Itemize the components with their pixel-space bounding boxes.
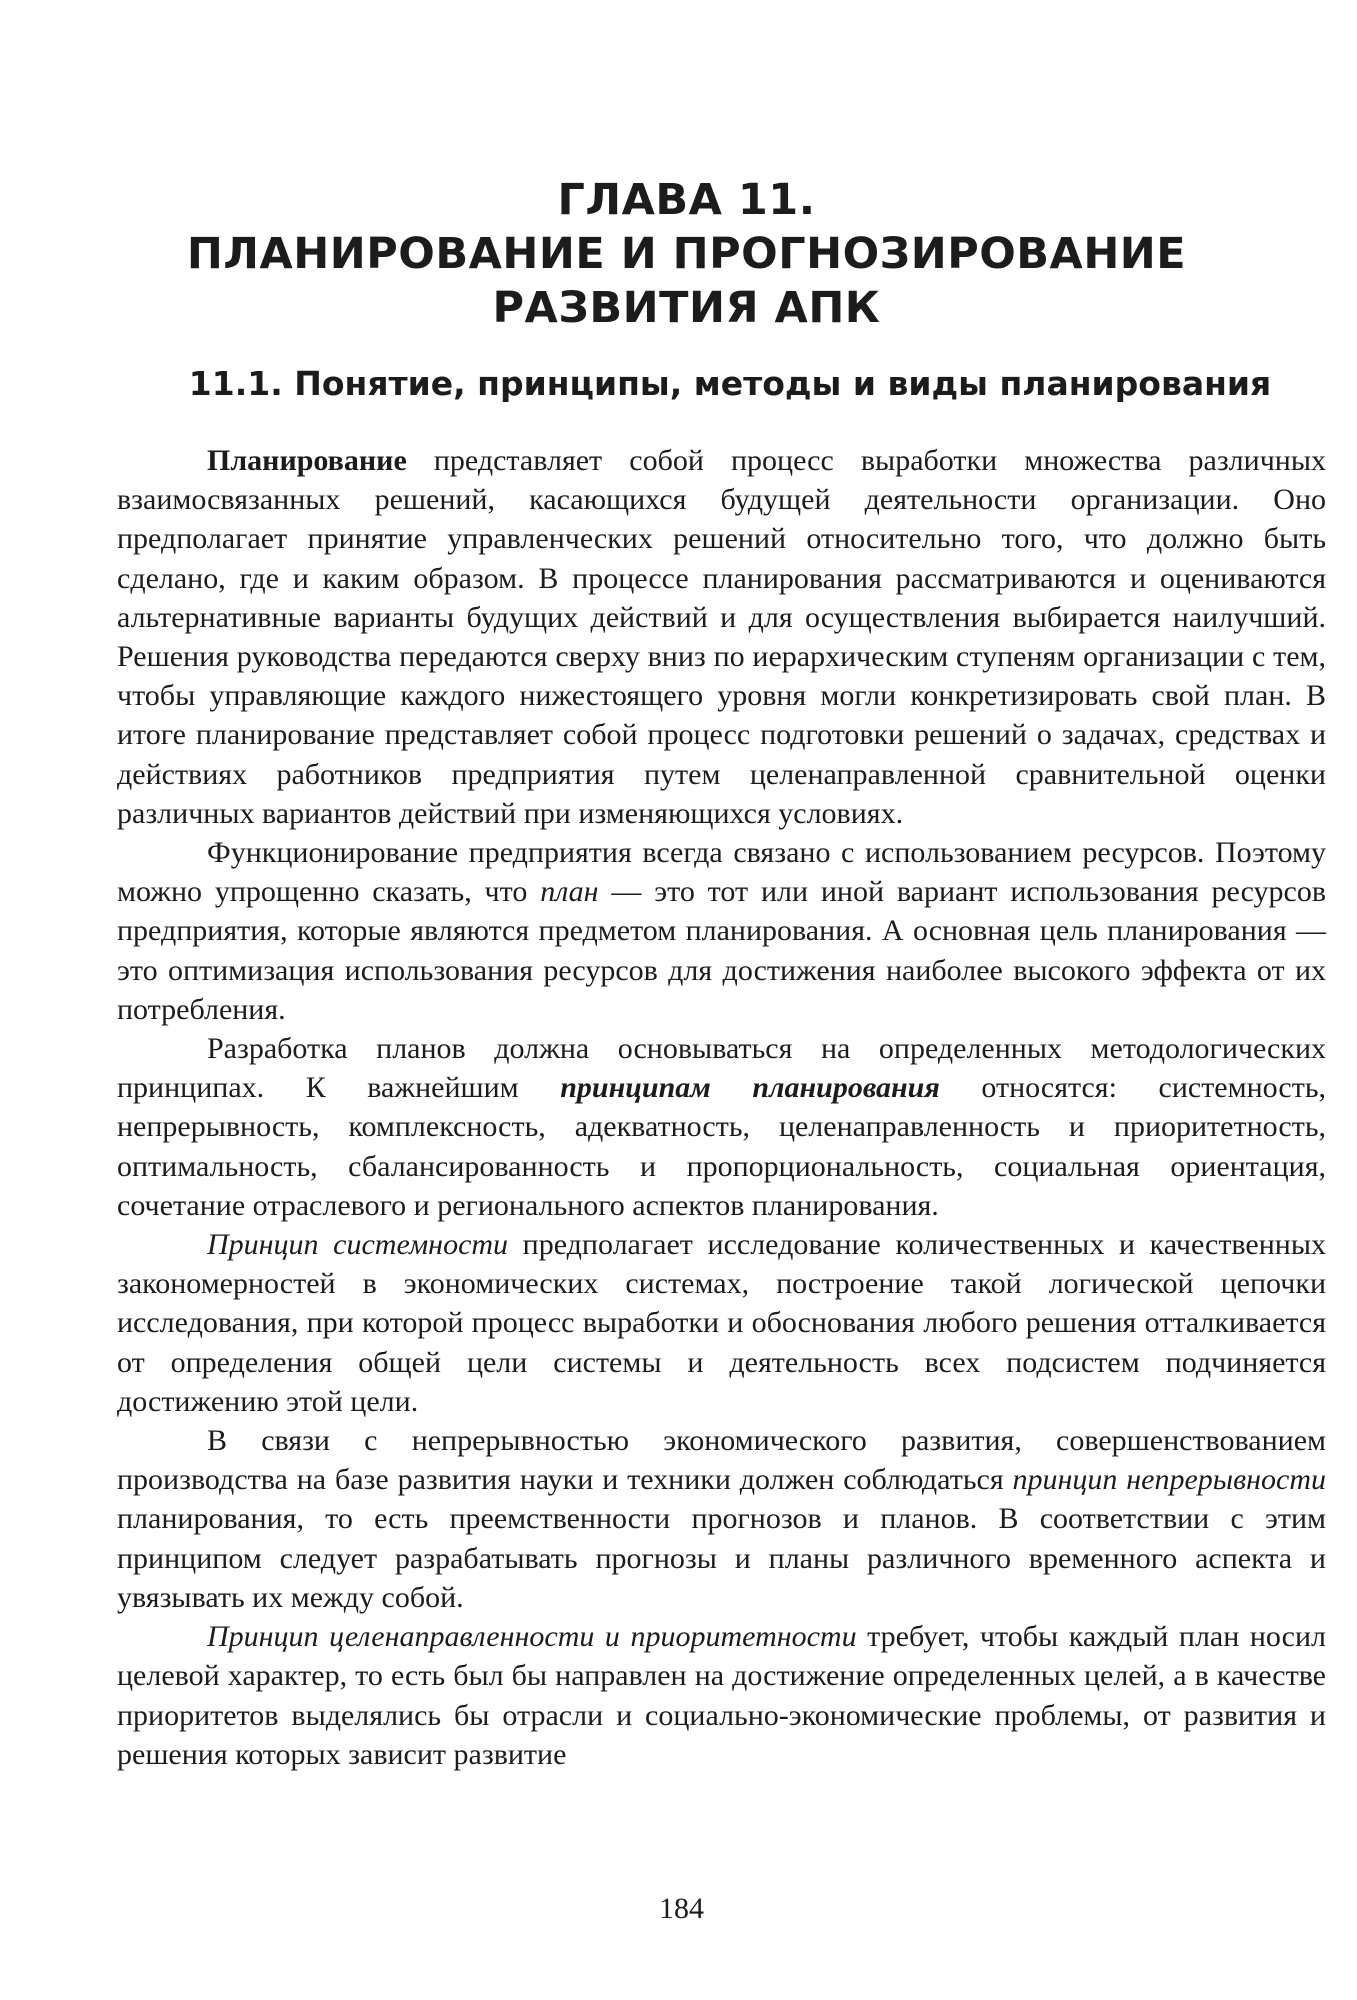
section-heading: 11.1. Понятие, принципы, методы и виды планирования (188, 364, 1272, 403)
chapter-title-line-2: РАЗВИТИЯ АПК (492, 283, 881, 333)
paragraph-planning-principles (117, 1029, 1326, 1225)
paragraph-continuity-principle (117, 1421, 1326, 1617)
term-plan: план (540, 875, 599, 909)
page-number: 184 (659, 1892, 704, 1925)
term-continuity-principle: принцип непрерывности (1012, 1463, 1326, 1497)
paragraph-text: представляет собой процесс выработки множества различных взаимосвязанных решений, касающихся будущей деятельности организации. Оно предполагает принятие управленческих решений относительно того, что должно быть сделано, где и каким образом. В процессе планирования рассматриваются и оцениваются альтернативные варианты будущих действий и для осуществления выбирается наилучший. Решения руководства передаются сверху вниз по иерархическим ступеням организации с тем, чтобы управляющие каждого нижестоящего уровня могли конкретизировать свой план. В итоге планирование представляет собой процесс подготовки решений о задачах, средствах и действиях работников предприятия путем целенаправленной сравнительной оценки различных вариантов действий при изменяющихся условиях. (117, 444, 1326, 830)
term-purposefulness-principle: Принцип целенаправленности и приоритетности (207, 1620, 857, 1654)
paragraph-text: Разработка планов должна основываться на определенных методологических принципах. К важнейшим (117, 1032, 1326, 1105)
body-text (117, 441, 1326, 1774)
term-system-principle: Принцип системности (207, 1228, 509, 1262)
paragraph-system-principle (117, 1225, 1326, 1421)
paragraph-text: предполагает исследование количественных и качественных закономерностей в экономических системах, построение такой логической цепочки исследования, при которой процесс выработки и обоснования любого решения отталкивается от определения общей цели системы и деятельность всех подсистем подчиняется достижению этой цели. (117, 1228, 1327, 1418)
paragraph-text: планирования, то есть преемственности прогнозов и планов. В соответствии с этим принципом следует разрабатывать прогнозы и планы различного временного аспекта и увязывать их между собой. (117, 1502, 1326, 1614)
paragraph-text: Функционирование предприятия всегда связано с использованием ресурсов. Поэтому можно упрощенно сказать, что (117, 836, 1326, 909)
term-planning: Планирование (207, 444, 407, 477)
paragraph-text: относятся: системность, непрерывность, комплексность, адекватность, целенаправленность и приоритетность, оптимальность, сбалансированность и пропорциональность, социальная ориентация, сочетание отраслевого и регионального аспектов планирования. (117, 1071, 1327, 1222)
paragraph-planning-definition (117, 441, 1326, 833)
paragraph-plan-definition (117, 833, 1326, 1029)
paragraph-purposefulness-principle (117, 1617, 1326, 1774)
paragraph-text: — это тот или иной вариант использования ресурсов предприятия, которые являются предметом планирования. А основная цель планирования — это оптимизация использования ресурсов для достижения наиболее высокого эффекта от их потребления. (117, 875, 1326, 1026)
paragraph-text: В связи с непрерывностью экономического развития, совершенствованием производства на базе развития науки и техники должен соблюдаться (117, 1424, 1326, 1497)
chapter-title-line-1: ПЛАНИРОВАНИЕ И ПРОГНОЗИРОВАНИЕ (186, 229, 1187, 279)
term-planning-principles: принципам планирования (560, 1071, 940, 1105)
chapter-number: ГЛАВА 11. (557, 175, 816, 225)
paragraph-text: требует, чтобы каждый план носил целевой характер, то есть был бы направлен на достижение определенных целей, а в качестве приоритетов выделялись бы отрасли и социально-экономические проблемы, от развития и решения которых зависит развитие (117, 1620, 1326, 1771)
